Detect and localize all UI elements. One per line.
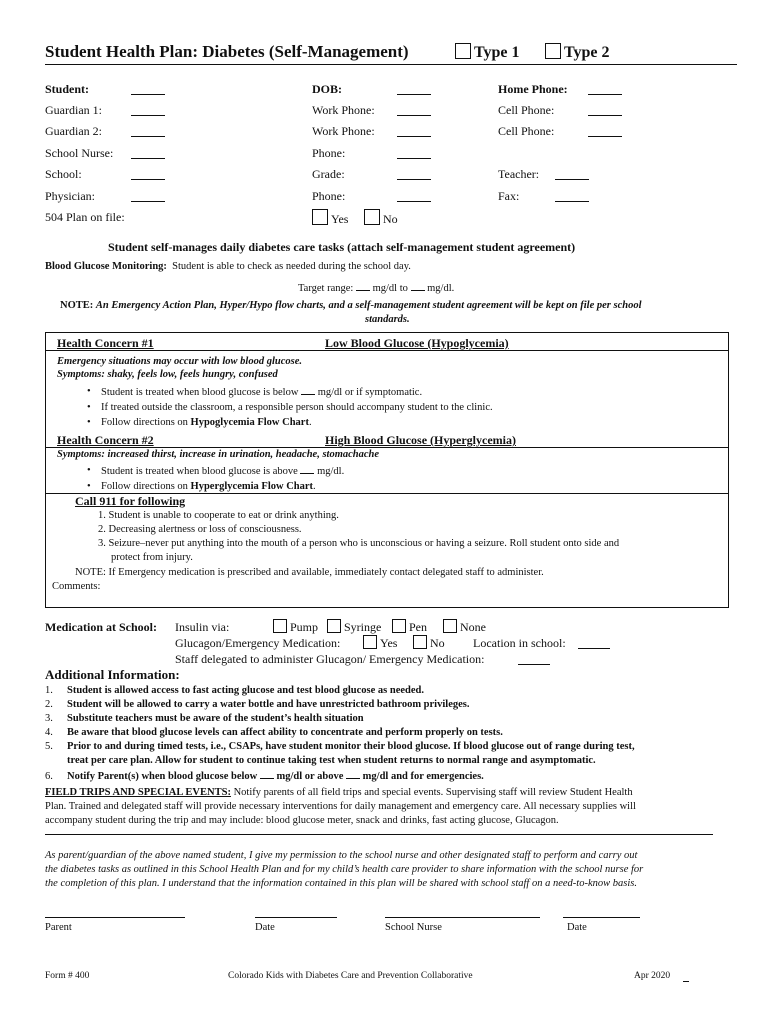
concern2-rule — [45, 447, 729, 448]
glucagon-label: Glucagon/Emergency Medication: — [175, 636, 341, 650]
list-item: Substitute teachers must be aware of the student’s health situation — [67, 713, 364, 724]
list-item — [55, 479, 344, 494]
concern1-b2: If treated outside the classroom, a responsible person should accompany student to the clinic. — [101, 402, 493, 413]
physician-label: Physician: — [45, 189, 95, 203]
item-num: 4. — [45, 727, 53, 738]
footer-date: Apr 2020 — [634, 971, 671, 981]
list-item — [55, 415, 493, 430]
call911-item3b: protect from injury. — [111, 552, 193, 563]
field-trips-line2: Plan. Trained and delegated staff will provide necessary interventions for daily management and emergency care. All necessary supplies will — [45, 801, 636, 812]
list-item — [55, 384, 493, 400]
concern2-b2c: . — [313, 481, 316, 492]
plan504-no-option[interactable] — [364, 209, 398, 227]
call911-item3a: 3. Seizure–never put anything into the mouth of a person who is unconscious or having a seizure. Roll student onto side and — [98, 538, 620, 549]
item-num: 6. — [45, 771, 53, 782]
bg-monitoring-label: Blood Glucose Monitoring: — [45, 261, 167, 272]
fax-field[interactable] — [555, 189, 589, 202]
target-range-mid: mg/dl to — [372, 283, 408, 294]
concern2-title: High Blood Glucose (Hyperglycemia) — [325, 433, 516, 447]
plan504-no-label: No — [383, 212, 398, 226]
concern1-b1a: Student is treated when blood glucose is below — [101, 387, 299, 398]
concern2-line1: Symptoms: increased thirst, increase in urination, headache, stomachache — [57, 449, 380, 460]
list-item — [55, 463, 344, 479]
cell-phone2-label: Cell Phone: — [498, 124, 555, 138]
item-num: 1. — [45, 685, 53, 696]
list-item: Student will be allowed to carry a water bottle and have unrestricted bathroom privileges. — [67, 699, 470, 710]
phone1-label: Phone: — [312, 146, 346, 160]
note-label: NOTE: — [60, 300, 94, 311]
cell-phone1-label: Cell Phone: — [498, 103, 555, 117]
target-range-unit: mg/dl. — [427, 283, 455, 294]
consent-line1: As parent/guardian of the above named student, I give my permission to the school nurse and other designated staff to perform and carry out — [45, 850, 638, 861]
call911-title: Call 911 for following — [75, 494, 186, 508]
plan504-no-checkbox[interactable] — [364, 209, 380, 225]
target-high-field[interactable] — [411, 280, 425, 291]
glucagon-no-checkbox[interactable] — [413, 635, 427, 649]
concern2-b1a: Student is treated when blood glucose is above — [101, 466, 298, 477]
home-phone-label: Home Phone: — [498, 82, 568, 96]
list-item: Be aware that blood glucose levels can affect ability to concentrate and perform properly on tests. — [67, 727, 503, 738]
concern1-b3a: Follow directions on — [101, 417, 188, 428]
target-range-label: Target range: — [298, 283, 354, 294]
cell-phone2-field[interactable] — [588, 124, 622, 137]
self-manage-heading: Student self-manages daily diabetes care tasks (attach self-management student agreement) — [108, 240, 576, 254]
school-field[interactable] — [131, 167, 165, 180]
field-trips-line3: accompany student during the trip and may include: blood glucose meter, snack and drinks, fast acting glucose, Glucagon. — [45, 815, 559, 826]
phone1-field[interactable] — [397, 146, 431, 159]
item6c: mg/dl and for emergencies. — [362, 771, 484, 782]
date2-line[interactable] — [563, 917, 640, 918]
cell-phone1-field[interactable] — [588, 103, 622, 116]
pump-option[interactable] — [273, 619, 318, 635]
list-item — [55, 400, 493, 415]
type2-checkbox[interactable] — [545, 43, 561, 59]
concern1-list — [55, 384, 493, 430]
parent-label: Parent — [45, 922, 72, 933]
syringe-label: Syringe — [344, 620, 382, 634]
nurse-signature-line[interactable] — [385, 917, 540, 918]
location-field[interactable] — [578, 636, 610, 649]
grade-label: Grade: — [312, 167, 345, 181]
type2-option[interactable] — [545, 43, 609, 62]
call911-item2: 2. Decreasing alertness or loss of consciousness. — [98, 524, 302, 535]
notify-high-field[interactable] — [346, 768, 360, 779]
concern2-b2a: Follow directions on — [101, 481, 188, 492]
pump-checkbox[interactable] — [273, 619, 287, 633]
call911-note: NOTE: If Emergency medication is prescribed and available, immediately contact delegated staff to administer. — [75, 567, 544, 578]
target-range-line — [298, 280, 454, 294]
work-phone2-label: Work Phone: — [312, 124, 375, 138]
concern2-b1b: mg/dl. — [317, 466, 345, 477]
grade-field[interactable] — [397, 167, 431, 180]
field-trips-label: FIELD TRIPS AND SPECIAL EVENTS: — [45, 787, 231, 798]
item-num: 3. — [45, 713, 53, 724]
fax-label: Fax: — [498, 189, 520, 203]
teacher-label: Teacher: — [498, 167, 540, 181]
pen-label: Pen — [409, 620, 427, 634]
location-label: Location in school: — [473, 636, 566, 650]
field-trips-text1: Notify parents of all field trips and special events. Supervising staff will review Student Health — [233, 787, 633, 798]
dob-label: DOB: — [312, 82, 342, 96]
dob-field[interactable] — [397, 82, 431, 95]
teacher-field[interactable] — [555, 167, 589, 180]
concern1-line1: Emergency situations may occur with low blood glucose. — [57, 356, 303, 367]
plan504-yes-option[interactable] — [312, 209, 348, 227]
pump-label: Pump — [290, 620, 319, 634]
page-title: Student Health Plan: Diabetes (Self-Management) — [45, 42, 409, 61]
date2-label: Date — [567, 922, 587, 933]
type2-label: Type 2 — [564, 44, 610, 61]
guardian1-field[interactable] — [131, 103, 165, 116]
hypo-threshold-field[interactable] — [301, 384, 315, 395]
school-label: School: — [45, 167, 82, 181]
call911-item1: 1. Student is unable to cooperate to eat or drink anything. — [98, 510, 339, 521]
item-num: 2. — [45, 699, 53, 710]
glucagon-no-option[interactable] — [413, 635, 445, 651]
bg-monitoring-line — [45, 261, 411, 272]
concern1-b3b: Hypoglycemia Flow Chart — [190, 417, 309, 428]
pen-checkbox[interactable] — [392, 619, 406, 633]
date1-line[interactable] — [255, 917, 337, 918]
student-label: Student: — [45, 82, 90, 96]
item6b: mg/dl or above — [276, 771, 344, 782]
list-item: Prior to and during timed tests, i.e., CSAPs, have student monitor their blood glucose. If blood glucose out of range during test, — [67, 741, 635, 752]
title-rule — [45, 64, 737, 65]
work-phone1-label: Work Phone: — [312, 103, 375, 117]
footer-org: Colorado Kids with Diabetes Care and Prevention Collaborative — [228, 971, 473, 981]
glucagon-yes-label: Yes — [380, 636, 398, 650]
section-divider — [45, 834, 713, 835]
note-line2: standards. — [365, 314, 410, 325]
footer-form: Form # 400 — [45, 971, 90, 981]
note-text: An Emergency Action Plan, Hyper/Hypo flow charts, and a self-management student agreement will be kept on file per school — [95, 300, 642, 311]
consent-line3: the completion of this plan. I understand that the information contained in this plan will be shared with school staff on a need-to-know basis. — [45, 878, 637, 889]
work-phone2-field[interactable] — [397, 124, 431, 137]
staff-delegated-field[interactable] — [518, 652, 550, 665]
syringe-option[interactable] — [327, 619, 381, 635]
none-label: None — [460, 620, 486, 634]
guardian2-field[interactable] — [131, 124, 165, 137]
phone2-label: Phone: — [312, 189, 346, 203]
work-phone1-field[interactable] — [397, 103, 431, 116]
home-phone-field[interactable] — [588, 82, 622, 95]
list-item: Student is allowed access to fast acting glucose and test blood glucose as needed. — [67, 685, 425, 696]
glucagon-yes-checkbox[interactable] — [363, 635, 377, 649]
notify-low-field[interactable] — [260, 768, 274, 779]
item5-continued: treat per care plan. Allow for student to continue taking test when student returns to normal range and asymptomatic. — [67, 755, 596, 766]
consent-line2: the diabetes tasks as outlined in this School Health Plan and for my child’s health care provider to share information with the school nurse for — [45, 864, 644, 875]
glucagon-yes-option[interactable] — [363, 635, 397, 651]
plan504-yes-checkbox[interactable] — [312, 209, 328, 225]
school-nurse-field[interactable] — [131, 146, 165, 159]
plan504-yes-label: Yes — [331, 212, 349, 226]
concern1-label: Health Concern #1 — [57, 336, 154, 350]
guardian1-label: Guardian 1: — [45, 103, 102, 117]
phone2-field[interactable] — [397, 189, 431, 202]
type1-option[interactable] — [455, 43, 519, 62]
school-nurse-sig-label: School Nurse — [385, 922, 442, 933]
target-low-field[interactable] — [356, 280, 370, 291]
additional-heading: Additional Information: — [45, 667, 180, 682]
concern1-b1b: mg/dl or if symptomatic. — [317, 387, 423, 398]
glucagon-no-label: No — [430, 636, 445, 650]
bg-monitoring-text: Student is able to check as needed during the school day. — [172, 261, 411, 272]
concern1-title: Low Blood Glucose (Hypoglycemia) — [325, 336, 509, 350]
pen-option[interactable] — [392, 619, 427, 635]
insulin-via-label: Insulin via: — [175, 620, 230, 634]
item-num: 5. — [45, 741, 53, 752]
parent-signature-line[interactable] — [45, 917, 185, 918]
none-checkbox[interactable] — [443, 619, 457, 633]
student-field[interactable] — [131, 82, 165, 95]
medication-label: Medication at School: — [45, 620, 157, 634]
concern2-list — [55, 463, 344, 494]
concern2-b2b: Hyperglycemia Flow Chart — [190, 481, 314, 492]
field-trips-line1 — [45, 787, 633, 798]
concern2-label: Health Concern #2 — [57, 433, 154, 447]
note-line1 — [60, 300, 642, 311]
hyper-threshold-field[interactable] — [300, 463, 314, 474]
concern1-line2: Symptoms: shaky, feels low, feels hungry, confused — [57, 369, 278, 380]
type1-label: Type 1 — [474, 44, 520, 61]
none-option[interactable] — [443, 619, 486, 635]
concern1-b3c: . — [308, 417, 312, 428]
footer-mark — [683, 981, 689, 982]
physician-field[interactable] — [131, 189, 165, 202]
type1-checkbox[interactable] — [455, 43, 471, 59]
date1-label: Date — [255, 922, 275, 933]
guardian2-label: Guardian 2: — [45, 124, 102, 138]
additional-list — [45, 684, 635, 784]
plan504-label: 504 Plan on file: — [45, 210, 125, 224]
school-nurse-label: School Nurse: — [45, 146, 114, 160]
staff-delegated-label: Staff delegated to administer Glucagon/ Emergency Medication: — [175, 652, 485, 666]
item6a: Notify Parent(s) when blood glucose below — [67, 771, 258, 782]
comments-label: Comments: — [52, 581, 101, 592]
syringe-checkbox[interactable] — [327, 619, 341, 633]
